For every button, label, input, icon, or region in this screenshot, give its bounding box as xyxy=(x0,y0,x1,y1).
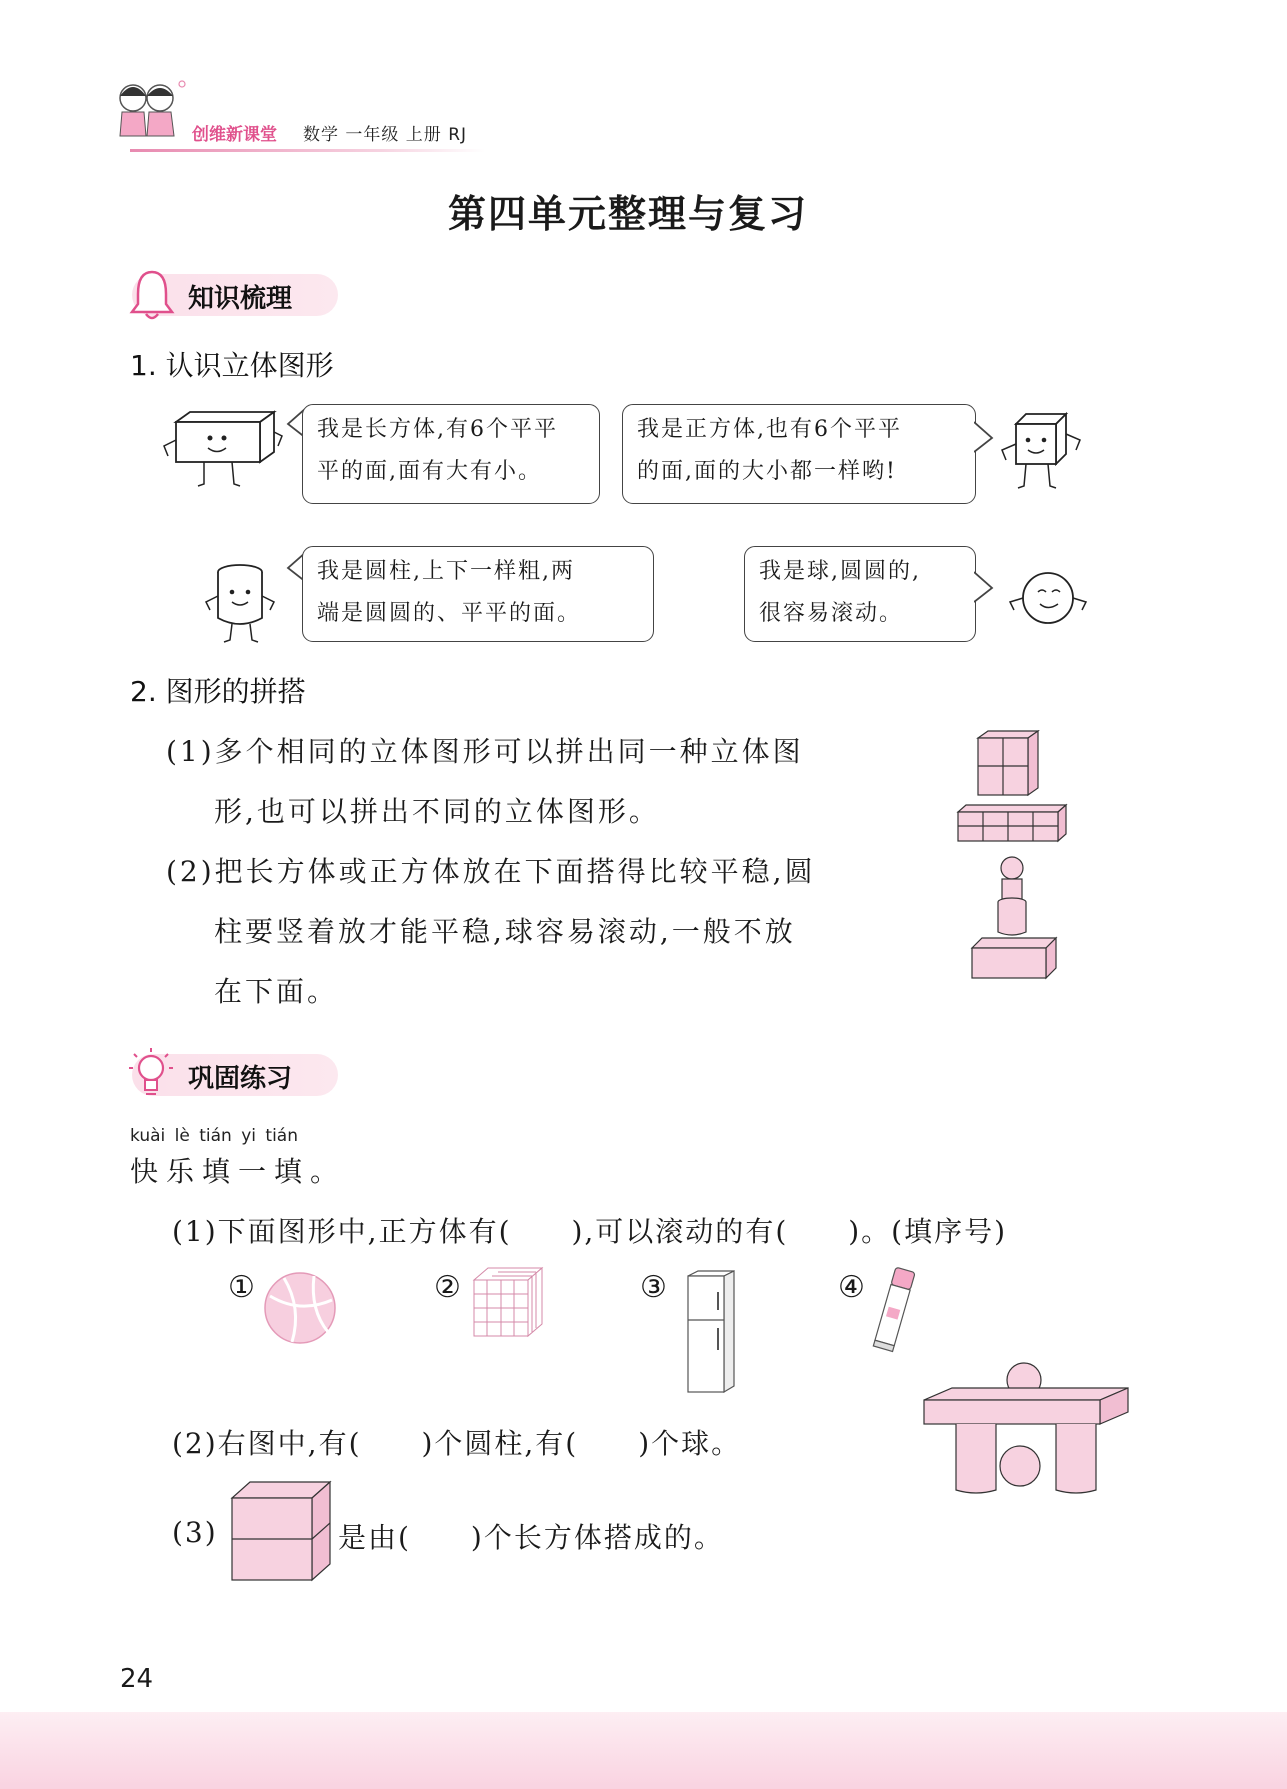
speech-bubble-cube xyxy=(622,404,976,504)
header-rule xyxy=(130,149,485,152)
tower-figure xyxy=(966,854,1062,982)
item2-title: 2. 图形的拼搭 xyxy=(130,675,306,708)
page-title: 第四单元整理与复习 xyxy=(447,192,808,236)
cube-character xyxy=(990,410,1090,504)
practice-heading: 快乐填一填。 xyxy=(130,1155,347,1188)
item2-line3: (2)把长方体或正方体放在下面搭得比较平稳,圆 xyxy=(166,855,816,888)
bubble-cube-line2: 的面,面的大小都一样哟! xyxy=(637,459,897,484)
question-2: (2)右图中,有( )个圆柱,有( )个球。 xyxy=(172,1427,742,1460)
bubble-sphere-line2: 很容易滚动。 xyxy=(759,601,904,626)
question-1: (1)下面图形中,正方体有( ),可以滚动的有( )。(填序号) xyxy=(172,1215,1008,1248)
bubble-tail-sphere xyxy=(974,568,994,608)
cuboid-character xyxy=(160,410,284,500)
item2-line5: 在下面。 xyxy=(214,975,339,1008)
bubble-cylinder-line2: 端是圆圆的、平平的面。 xyxy=(317,601,582,626)
option-3-label: ③ xyxy=(640,1270,667,1305)
bell-icon xyxy=(128,266,176,322)
bubble-cube-line1: 我是正方体,也有6个平平 xyxy=(637,417,902,442)
speech-bubble-cylinder xyxy=(302,546,654,642)
option-1-label: ① xyxy=(228,1270,255,1305)
item2-line4: 柱要竖着放才能平稳,球容易滚动,一般不放 xyxy=(214,915,796,948)
section-label-knowledge: 知识梳理 xyxy=(188,284,293,314)
lightbulb-icon xyxy=(128,1046,174,1104)
footer-band xyxy=(0,1712,1287,1789)
question-3-prefix: (3) xyxy=(172,1516,218,1549)
speech-bubble-cuboid xyxy=(302,404,600,504)
header-kids-logo xyxy=(108,72,190,154)
speech-bubble-sphere xyxy=(744,546,976,642)
stacked-cubes-figure xyxy=(952,730,1070,848)
option-4-label: ④ xyxy=(838,1270,865,1305)
item1-title: 1. 认识立体图形 xyxy=(130,349,334,382)
pinyin-line: kuài lè tián yi tián xyxy=(130,1126,298,1146)
option-3-fridge xyxy=(680,1270,742,1396)
sphere-character xyxy=(1002,566,1094,630)
option-4-glue-stick xyxy=(868,1262,918,1358)
section-label-practice: 巩固练习 xyxy=(188,1064,293,1094)
bubble-cylinder-line1: 我是圆柱,上下一样粗,两 xyxy=(317,559,575,584)
bubble-sphere-line1: 我是球,圆圆的, xyxy=(759,559,921,584)
question-3-text: 是由( )个长方体搭成的。 xyxy=(338,1521,724,1554)
cylinder-character xyxy=(200,562,280,646)
bubble-cuboid-line1: 我是长方体,有6个平平 xyxy=(317,417,558,442)
page-number: 24 xyxy=(120,1664,154,1694)
option-1-ball xyxy=(262,1270,338,1346)
item2-line1: (1)多个相同的立体图形可以拼出同一种立体图 xyxy=(166,735,804,768)
option-2-label: ② xyxy=(434,1270,461,1305)
book-info: 数学 一年级 上册 RJ xyxy=(303,125,468,145)
brand-name: 创维新课堂 xyxy=(192,125,277,145)
option-2-cube xyxy=(470,1264,546,1342)
question-3-block-figure xyxy=(230,1480,334,1584)
table-figure xyxy=(920,1360,1130,1496)
bubble-cuboid-line2: 平的面,面有大有小。 xyxy=(317,459,542,484)
item2-line2: 形,也可以拼出不同的立体图形。 xyxy=(214,795,660,828)
